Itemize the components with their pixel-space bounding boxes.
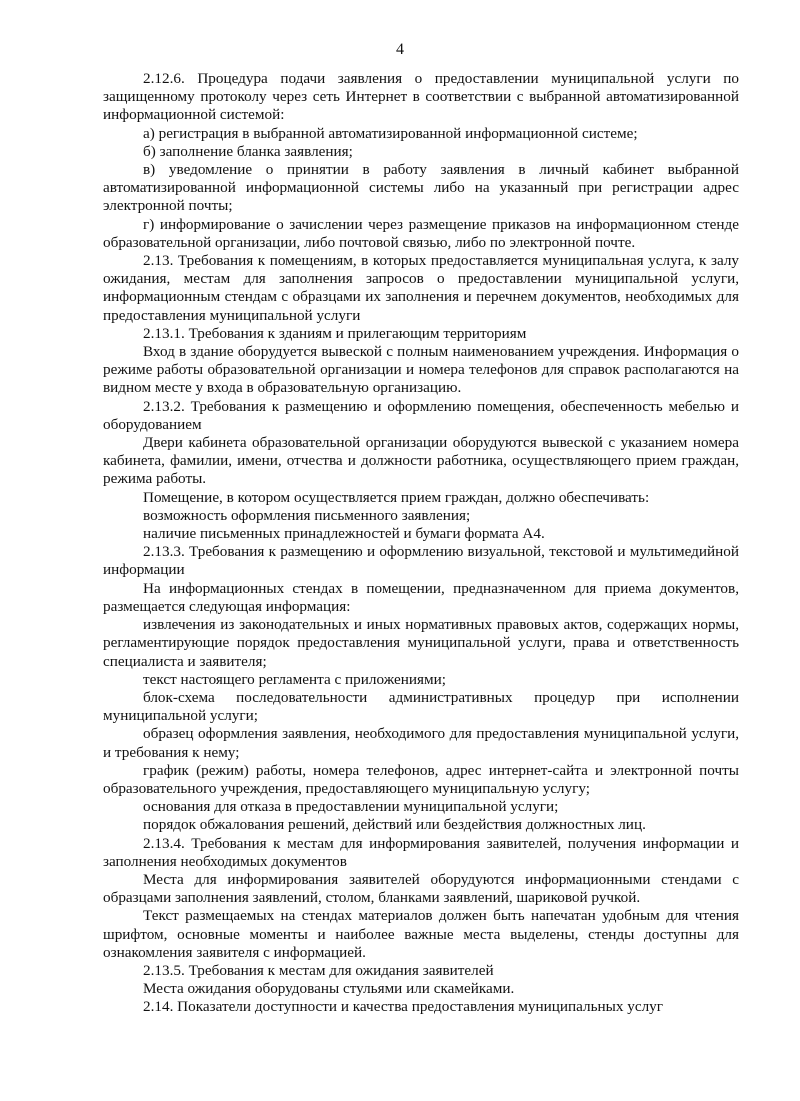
section-2-14-heading: 2.14. Показатели доступности и качества предоставления муниципальных услуг	[143, 998, 663, 1016]
paragraph-stand-text: Текст размещаемых на стендах материалов должен быть напечатан удобным для чтения шрифтом, основные моменты и наиболее важные места выделены, стенды доступны для ознакомления заявителя с информацией.	[103, 907, 739, 961]
list-item-schedule: график (режим) работы, номера телефонов, адрес интернет-сайта и электронной почты образовательного учреждения, предоставляющего муниципальную услугу;	[103, 761, 739, 797]
section-2-13-heading: 2.13. Требования к помещениям, в которых предоставляется муниципальная услуга, к залу ожидания, местам для заполнения запросов о предоставлении муниципальной услуги, информационным стендам с образцами их заполнения и перечнем документов, необходимых для предоставления муниципальной услуги	[103, 252, 739, 324]
list-item-stationery: наличие письменных принадлежностей и бумаги формата А4.	[143, 525, 545, 543]
section-2-13-4-heading: 2.13.4. Требования к местам для информирования заявителей, получения информации и заполнения необходимых документов	[103, 834, 739, 870]
page-number: 4	[396, 41, 404, 58]
document-body	[103, 70, 739, 1017]
list-item-g: г) информирование о зачислении через размещение приказов на информационном стенде образовательной организации, либо почтовой связью, либо по электронной почте.	[103, 215, 739, 251]
list-item-v: в) уведомление о принятии в работу заявления в личный кабинет выбранной автоматизированной информационной системы либо на указанный при регистрации адрес электронной почты;	[103, 161, 739, 215]
list-item-sample-form: образец оформления заявления, необходимого для предоставления муниципальной услуги, и требования к нему;	[103, 725, 739, 761]
paragraph-doors: Двери кабинета образовательной организации оборудуются вывеской с указанием номера кабинета, фамилии, имени, отчества и должности работника, осуществляющего прием граждан, режима работы.	[103, 434, 739, 488]
list-item-flowchart: блок-схема последовательности административных процедур при исполнении муниципальной услуги;	[103, 688, 739, 725]
list-item-a: а) регистрация в выбранной автоматизированной информационной системе;	[143, 124, 638, 142]
section-2-13-5-heading: 2.13.5. Требования к местам для ожидания заявителей	[143, 961, 494, 979]
paragraph-2-12-6: 2.12.6. Процедура подачи заявления о предоставлении муниципальной услуги по защищенному протоколу через сеть Интернет в соответствии с выбранной автоматизированной информационной системой:	[103, 70, 739, 124]
paragraph-entrance: Вход в здание оборудуется вывеской с полным наименованием учреждения. Информация о режиме работы образовательной организации и номера телефонов для справок располагаются на видном месте у входа в образовательную организацию.	[103, 343, 739, 397]
paragraph-info-stands: На информационных стендах в помещении, предназначенном для приема документов, размещается следующая информация:	[103, 579, 739, 615]
list-item-appeal-procedure: порядок обжалования решений, действий или бездействия должностных лиц.	[143, 816, 646, 834]
section-2-13-2-heading: 2.13.2. Требования к размещению и оформлению помещения, обеспеченность мебелью и оборудованием	[103, 397, 739, 433]
list-item-regulation-text: текст настоящего регламента с приложениями;	[143, 670, 446, 688]
paragraph-info-places: Места для информирования заявителей оборудуются информационными стендами с образцами заполнения заявлений, столом, бланками заявлений, шариковой ручкой.	[103, 870, 739, 907]
list-item-written-application: возможность оформления письменного заявления;	[143, 506, 471, 524]
list-item-extracts: извлечения из законодательных и иных нормативных правовых актов, содержащих нормы, регламентирующие порядок предоставления муниципальной услуги, права и ответственность специалиста и заявителя;	[103, 616, 739, 670]
list-item-b: б) заполнение бланка заявления;	[143, 142, 353, 160]
paragraph-waiting-places: Места ожидания оборудованы стульями или скамейками.	[143, 980, 515, 998]
list-item-refusal-grounds: основания для отказа в предоставлении муниципальной услуги;	[143, 798, 559, 816]
section-2-13-1-heading: 2.13.1. Требования к зданиям и прилегающим территориям	[143, 324, 527, 342]
section-2-13-3-heading: 2.13.3. Требования к размещению и оформлению визуальной, текстовой и мультимедийной информации	[103, 543, 739, 579]
paragraph-premises: Помещение, в котором осуществляется прием граждан, должно обеспечивать:	[143, 488, 650, 506]
